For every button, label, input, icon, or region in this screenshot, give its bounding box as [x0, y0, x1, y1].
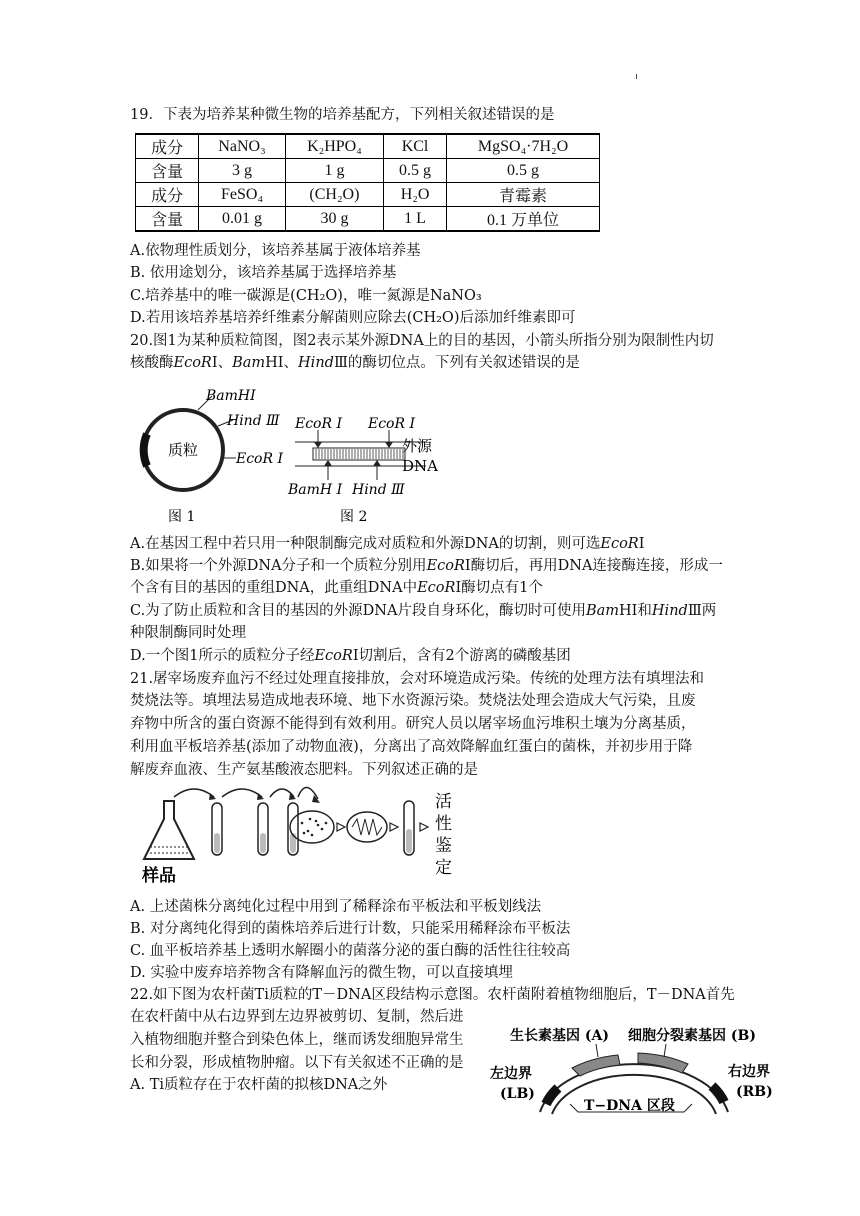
table-cell: K₂HPO₄ [285, 134, 383, 159]
transfer-arrow-2 [222, 789, 262, 797]
gene-b-pointer [664, 1044, 666, 1057]
gene-a-segment [572, 1055, 620, 1076]
transfer-arrowhead-1 [209, 793, 216, 800]
table-row [136, 134, 600, 159]
strain-isolation-figure [132, 783, 482, 883]
q19-option-a: A.依物理性质划分，该培养基属于液体培养基 [130, 243, 421, 259]
q21-option-a: A. 上述菌株分离纯化过程中用到了稀释涂布平板法和平板划线法 [130, 899, 542, 915]
table-cell: MgSO₄·7H₂O [447, 134, 600, 159]
colony-dot [311, 834, 314, 837]
fig2-caption: 图 2 [340, 509, 368, 525]
transfer-arrow-1 [174, 789, 214, 797]
fig1-caption: 图 1 [168, 509, 196, 525]
left-border-abbr: (LB) [500, 1086, 535, 1102]
q20-option-c-line2: 种限制酶同时处理 [130, 625, 246, 641]
fig1-hindiii-label: Hind Ⅲ [227, 413, 280, 429]
q19-option-c: C.培养基中的唯一碳源是(CH₂O)，唯一氮源是NaNO₃ [130, 288, 482, 304]
table-cell: 0.5 g [383, 159, 446, 183]
gene-b-segment [638, 1053, 688, 1073]
q20-option-d: D.一个图1所示的质粒分子经EcoRⅠ切割后，含有2个游离的磷酸基团 [130, 648, 571, 664]
colony-dot [303, 832, 306, 835]
q21-stem-line4: 利用血平板培养基(添加了动物血液)，分离出了高效降解血红蛋白的菌株，并初步用于降 [130, 739, 693, 755]
assay-label-3: 鉴 [435, 836, 452, 856]
q20-option-b-line1: B.如果将一个外源DNA分子和一个质粒分别用EcoRⅠ酶切后，再用DNA连接酶连接，形成一 [130, 558, 723, 574]
fig2-bamhi-label: BamH Ⅰ [288, 482, 343, 498]
process-arrow-2 [390, 823, 398, 831]
right-border-label: 右边界 [728, 1064, 770, 1080]
table-cell: KCl [383, 134, 446, 159]
table-cell: 1 g [285, 159, 383, 183]
transfer-arrowhead-2 [257, 793, 264, 800]
q22-stem-line4: 长和分裂，形成植物肿瘤。以下有关叙述不正确的是 [130, 1055, 464, 1071]
t-dna-region-figure [488, 1020, 778, 1124]
colony-dot [301, 822, 304, 825]
sample-label: 样品 [142, 866, 176, 883]
colony-dot [325, 822, 328, 825]
colony-dot [307, 830, 310, 833]
row-header-cell: 含量 [136, 159, 199, 183]
assay-label-1: 活 [435, 792, 452, 812]
row-header-cell: 成分 [136, 183, 199, 207]
q19-option-d: D.若用该培养基培养纤维素分解菌则应除去(CH₂O)后添加纤维素即可 [130, 310, 576, 326]
fig2-ecori-right-label: EcoR Ⅰ [368, 416, 416, 432]
q21-option-d: D. 实验中废弃培养物含有降解血污的微生物，可以直接填埋 [130, 965, 513, 981]
medium-formula-table [135, 133, 600, 232]
table-cell: 3 g [199, 159, 286, 183]
gene-a-label: 生长素基因 (A) [510, 1028, 609, 1044]
t-dna-region-label: T−DNA 区段 [584, 1098, 675, 1114]
dilution-tube-2-liquid [260, 833, 266, 853]
q22-stem-line3: 入植物细胞并整合到染色体上，继而诱发细胞异常生 [130, 1032, 464, 1048]
q19-option-b: B. 依用途划分，该培养基属于选择培养基 [130, 265, 397, 281]
q22-stem-line1: 22.如下图为农杆菌Ti质粒的T－DNA区段结构示意图。农杆菌附着植物细胞后，T－DNA首先 [130, 987, 735, 1003]
q21-stem-line2: 焚烧法等。填埋法易造成地表环境、地下水资源污染。焚烧法处理会造成大气污染，且废 [130, 693, 696, 709]
table-cell: FeSO₄ [199, 183, 286, 207]
fig1-ecori-label: EcoR Ⅰ [236, 451, 284, 467]
q20-stem-line1: 20.图1为某种质粒简图，图2表示某外源DNA上的目的基因，小箭头所指分别为限制性内切 [130, 333, 714, 349]
process-arrow-1 [337, 823, 345, 831]
colony-dot [317, 824, 320, 827]
plasmid-marker-segment [144, 434, 147, 466]
q20-stem-line2: 核酸酶EcoRⅠ、BamHⅠ、HindⅢ的酶切位点。下列有关叙述错误的是 [130, 355, 580, 371]
assay-label-4: 定 [435, 858, 452, 878]
page-mark [636, 74, 637, 79]
q20-option-a: A.在基因工程中若只用一种限制酶完成对质粒和外源DNA的切割，则可选EcoRⅠ [130, 536, 645, 552]
streak-lines [352, 819, 382, 835]
q22-option-a: A. Ti质粒存在于农杆菌的拟核DNA之外 [130, 1077, 388, 1093]
ecori-right-arrowhead [385, 442, 393, 448]
foreign-dna-label-1: 外源 [402, 437, 433, 455]
table-cell: 0.1 万单位 [447, 207, 600, 232]
plasmid-and-dna-figure [130, 382, 460, 530]
bamhi-arrowhead [324, 460, 332, 466]
table-cell: NaNO₃ [199, 134, 286, 159]
q21-stem-line5: 解废弃血液、生产氨基酸液态肥料。下列叙述正确的是 [130, 762, 478, 778]
colony-dot [321, 828, 324, 831]
q21-option-b: B. 对分离纯化得到的菌株培养后进行计数，只能采用稀释涂布平板法 [130, 921, 571, 937]
spread-plate-colonies [301, 818, 328, 837]
culture-tube-liquid [406, 829, 412, 853]
q20-option-b-line2: 个含有目的基因的重组DNA，此重组DNA中EcoRⅠ酶切点有1个 [130, 580, 543, 596]
table-cell: (CH₂O) [285, 183, 383, 207]
assay-label-2: 性 [435, 814, 452, 834]
q21-stem-line3: 弃物中所含的蛋白资源不能得到有效利用。研究人员以屠宰场血污堆积土壤为分离基质， [130, 716, 696, 732]
gene-b-label: 细胞分裂素基因 (B) [628, 1028, 756, 1044]
fig1-bamhi-label: BamHⅠ [206, 388, 256, 404]
colony-dot [309, 818, 312, 821]
target-gene-hatching [316, 449, 403, 459]
spread-plate [290, 811, 334, 843]
q22-stem-line2: 在农杆菌中从右边界到左边界被剪切、复制，然后进 [130, 1009, 464, 1025]
table-cell: 30 g [285, 207, 383, 232]
table-cell: 0.01 g [199, 207, 286, 232]
table-row [136, 159, 600, 183]
q21-stem-line1: 21.屠宰场废弃血污不经过处理直接排放，会对环境造成污染。传统的处理方法有填埋法和 [130, 671, 705, 687]
colony-dot [315, 820, 318, 823]
table-cell: H₂O [383, 183, 446, 207]
q20-option-c-line1: C.为了防止质粒和含目的基因的外源DNA片段自身环化，酶切时可使用BamHⅠ和HindⅢ两 [130, 603, 717, 619]
hindiii-arrowhead [373, 460, 381, 466]
process-arrow-3 [420, 823, 428, 831]
fig2-ecori-left-label: EcoR Ⅰ [295, 416, 343, 432]
table-cell: 1 L [383, 207, 446, 232]
q21-option-c: C. 血平板培养基上透明水解圈小的菌落分泌的蛋白酶的活性往往较高 [130, 943, 571, 959]
plasmid-label: 质粒 [168, 441, 199, 459]
ecori-left-arrowhead [314, 442, 322, 448]
right-border-abbr: (RB) [736, 1084, 773, 1100]
row-header-cell: 含量 [136, 207, 199, 232]
gene-a-pointer [596, 1044, 598, 1057]
dilution-tube-1-liquid [214, 833, 220, 853]
left-border-segment [546, 1088, 558, 1104]
q19-stem: 19．下表为培养某种微生物的培养基配方，下列相关叙述错误的是 [130, 107, 555, 123]
table-row [136, 183, 600, 207]
fig2-hindiii-label: Hind Ⅲ [352, 482, 405, 498]
table-cell: 青霉素 [447, 183, 600, 207]
table-cell: 0.5 g [447, 159, 600, 183]
row-header-cell: 成分 [136, 134, 199, 159]
right-border-segment [712, 1086, 724, 1102]
table-row [136, 207, 600, 232]
sample-flask [144, 801, 194, 859]
foreign-dna-label-2: DNA [402, 457, 438, 475]
left-border-label: 左边界 [490, 1066, 532, 1082]
